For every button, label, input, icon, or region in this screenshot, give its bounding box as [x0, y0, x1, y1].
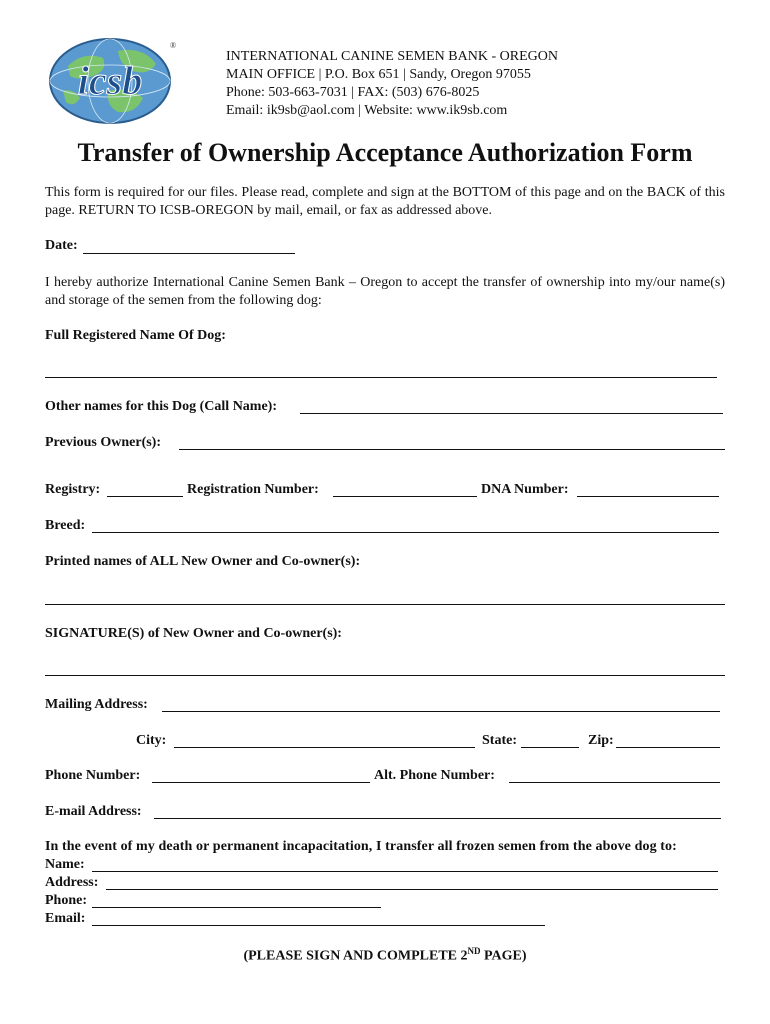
printed-names-field[interactable]: [45, 604, 725, 605]
previous-owner-field[interactable]: [179, 449, 725, 450]
call-name-field[interactable]: [300, 413, 723, 414]
zip-label: Zip:: [588, 733, 614, 748]
date-label: Date:: [45, 238, 78, 253]
phone-field[interactable]: [152, 782, 370, 783]
dna-number-label: DNA Number:: [481, 482, 569, 497]
beneficiary-phone-field[interactable]: [92, 907, 381, 908]
call-name-label: Other names for this Dog (Call Name):: [45, 399, 278, 414]
beneficiary-name-field[interactable]: [92, 871, 718, 872]
signatures-label: SIGNATURE(S) of New Owner and Co-owner(s):: [45, 626, 342, 641]
dog-name-label: Full Registered Name Of Dog:: [45, 328, 226, 343]
letterhead: [226, 48, 558, 120]
beneficiary-address-label: Address:: [45, 875, 99, 890]
registry-label: Registry:: [45, 482, 101, 497]
logo-text: icsb: [77, 58, 143, 103]
phone-fax: Phone: 503-663-7031 | FAX: (503) 676-8025: [226, 85, 480, 100]
beneficiary-address-field[interactable]: [106, 889, 718, 890]
email-website: Email: ik9sb@aol.com | Website: www.ik9sb.com: [226, 103, 508, 118]
previous-owner-label: Previous Owner(s):: [45, 435, 161, 450]
registration-number-field[interactable]: [333, 496, 477, 497]
date-field[interactable]: [83, 253, 295, 254]
alt-phone-field[interactable]: [509, 782, 720, 783]
registry-field[interactable]: [107, 496, 183, 497]
state-label: State:: [482, 733, 517, 748]
footer-text-end: PAGE): [480, 948, 527, 964]
authorization-text: I hereby authorize International Canine Semen Bank – Oregon to accept the transfer of ownership into my/our name(s) and storage of the semen from the following dog:: [45, 275, 725, 308]
signatures-field[interactable]: [45, 675, 725, 676]
phone-label: Phone Number:: [45, 768, 141, 783]
footer-superscript: ND: [467, 946, 481, 956]
dna-number-field[interactable]: [577, 496, 719, 497]
mailing-address-field[interactable]: [162, 711, 720, 712]
footer-text-start: (PLEASE SIGN AND COMPLETE 2: [243, 948, 468, 964]
breed-field[interactable]: [92, 532, 719, 533]
alt-phone-label: Alt. Phone Number:: [374, 768, 495, 783]
state-field[interactable]: [521, 747, 579, 748]
org-name: INTERNATIONAL CANINE SEMEN BANK - OREGON: [226, 49, 558, 64]
beneficiary-email-label: Email:: [45, 911, 86, 926]
death-clause-text: In the event of my death or permanent incapacitation, I transfer all frozen semen from the above dog to:: [45, 839, 677, 854]
icsb-logo: [48, 36, 178, 126]
logo-registered: ®: [170, 41, 177, 50]
dog-name-field[interactable]: [45, 377, 717, 378]
breed-label: Breed:: [45, 518, 86, 533]
zip-field[interactable]: [616, 747, 720, 748]
footer-instruction: [0, 946, 770, 965]
office-address: MAIN OFFICE | P.O. Box 651 | Sandy, Oregon 97055: [226, 67, 531, 82]
beneficiary-email-field[interactable]: [92, 925, 545, 926]
beneficiary-name-label: Name:: [45, 857, 85, 872]
intro-text: This form is required for our files. Please read, complete and sign at the BOTTOM of this page and on the BACK of this page. RETURN TO ICSB-OREGON by mail, email, or fax as addressed above.: [45, 185, 725, 218]
email-label: E-mail Address:: [45, 804, 142, 819]
printed-names-label: Printed names of ALL New Owner and Co-owner(s):: [45, 554, 361, 569]
form-title: Transfer of Ownership Acceptance Authorization Form: [77, 138, 693, 167]
city-field[interactable]: [174, 747, 475, 748]
registration-number-label: Registration Number:: [187, 482, 319, 497]
email-field[interactable]: [154, 818, 721, 819]
beneficiary-phone-label: Phone:: [45, 893, 87, 908]
city-label: City:: [136, 733, 167, 748]
mailing-address-label: Mailing Address:: [45, 697, 148, 712]
